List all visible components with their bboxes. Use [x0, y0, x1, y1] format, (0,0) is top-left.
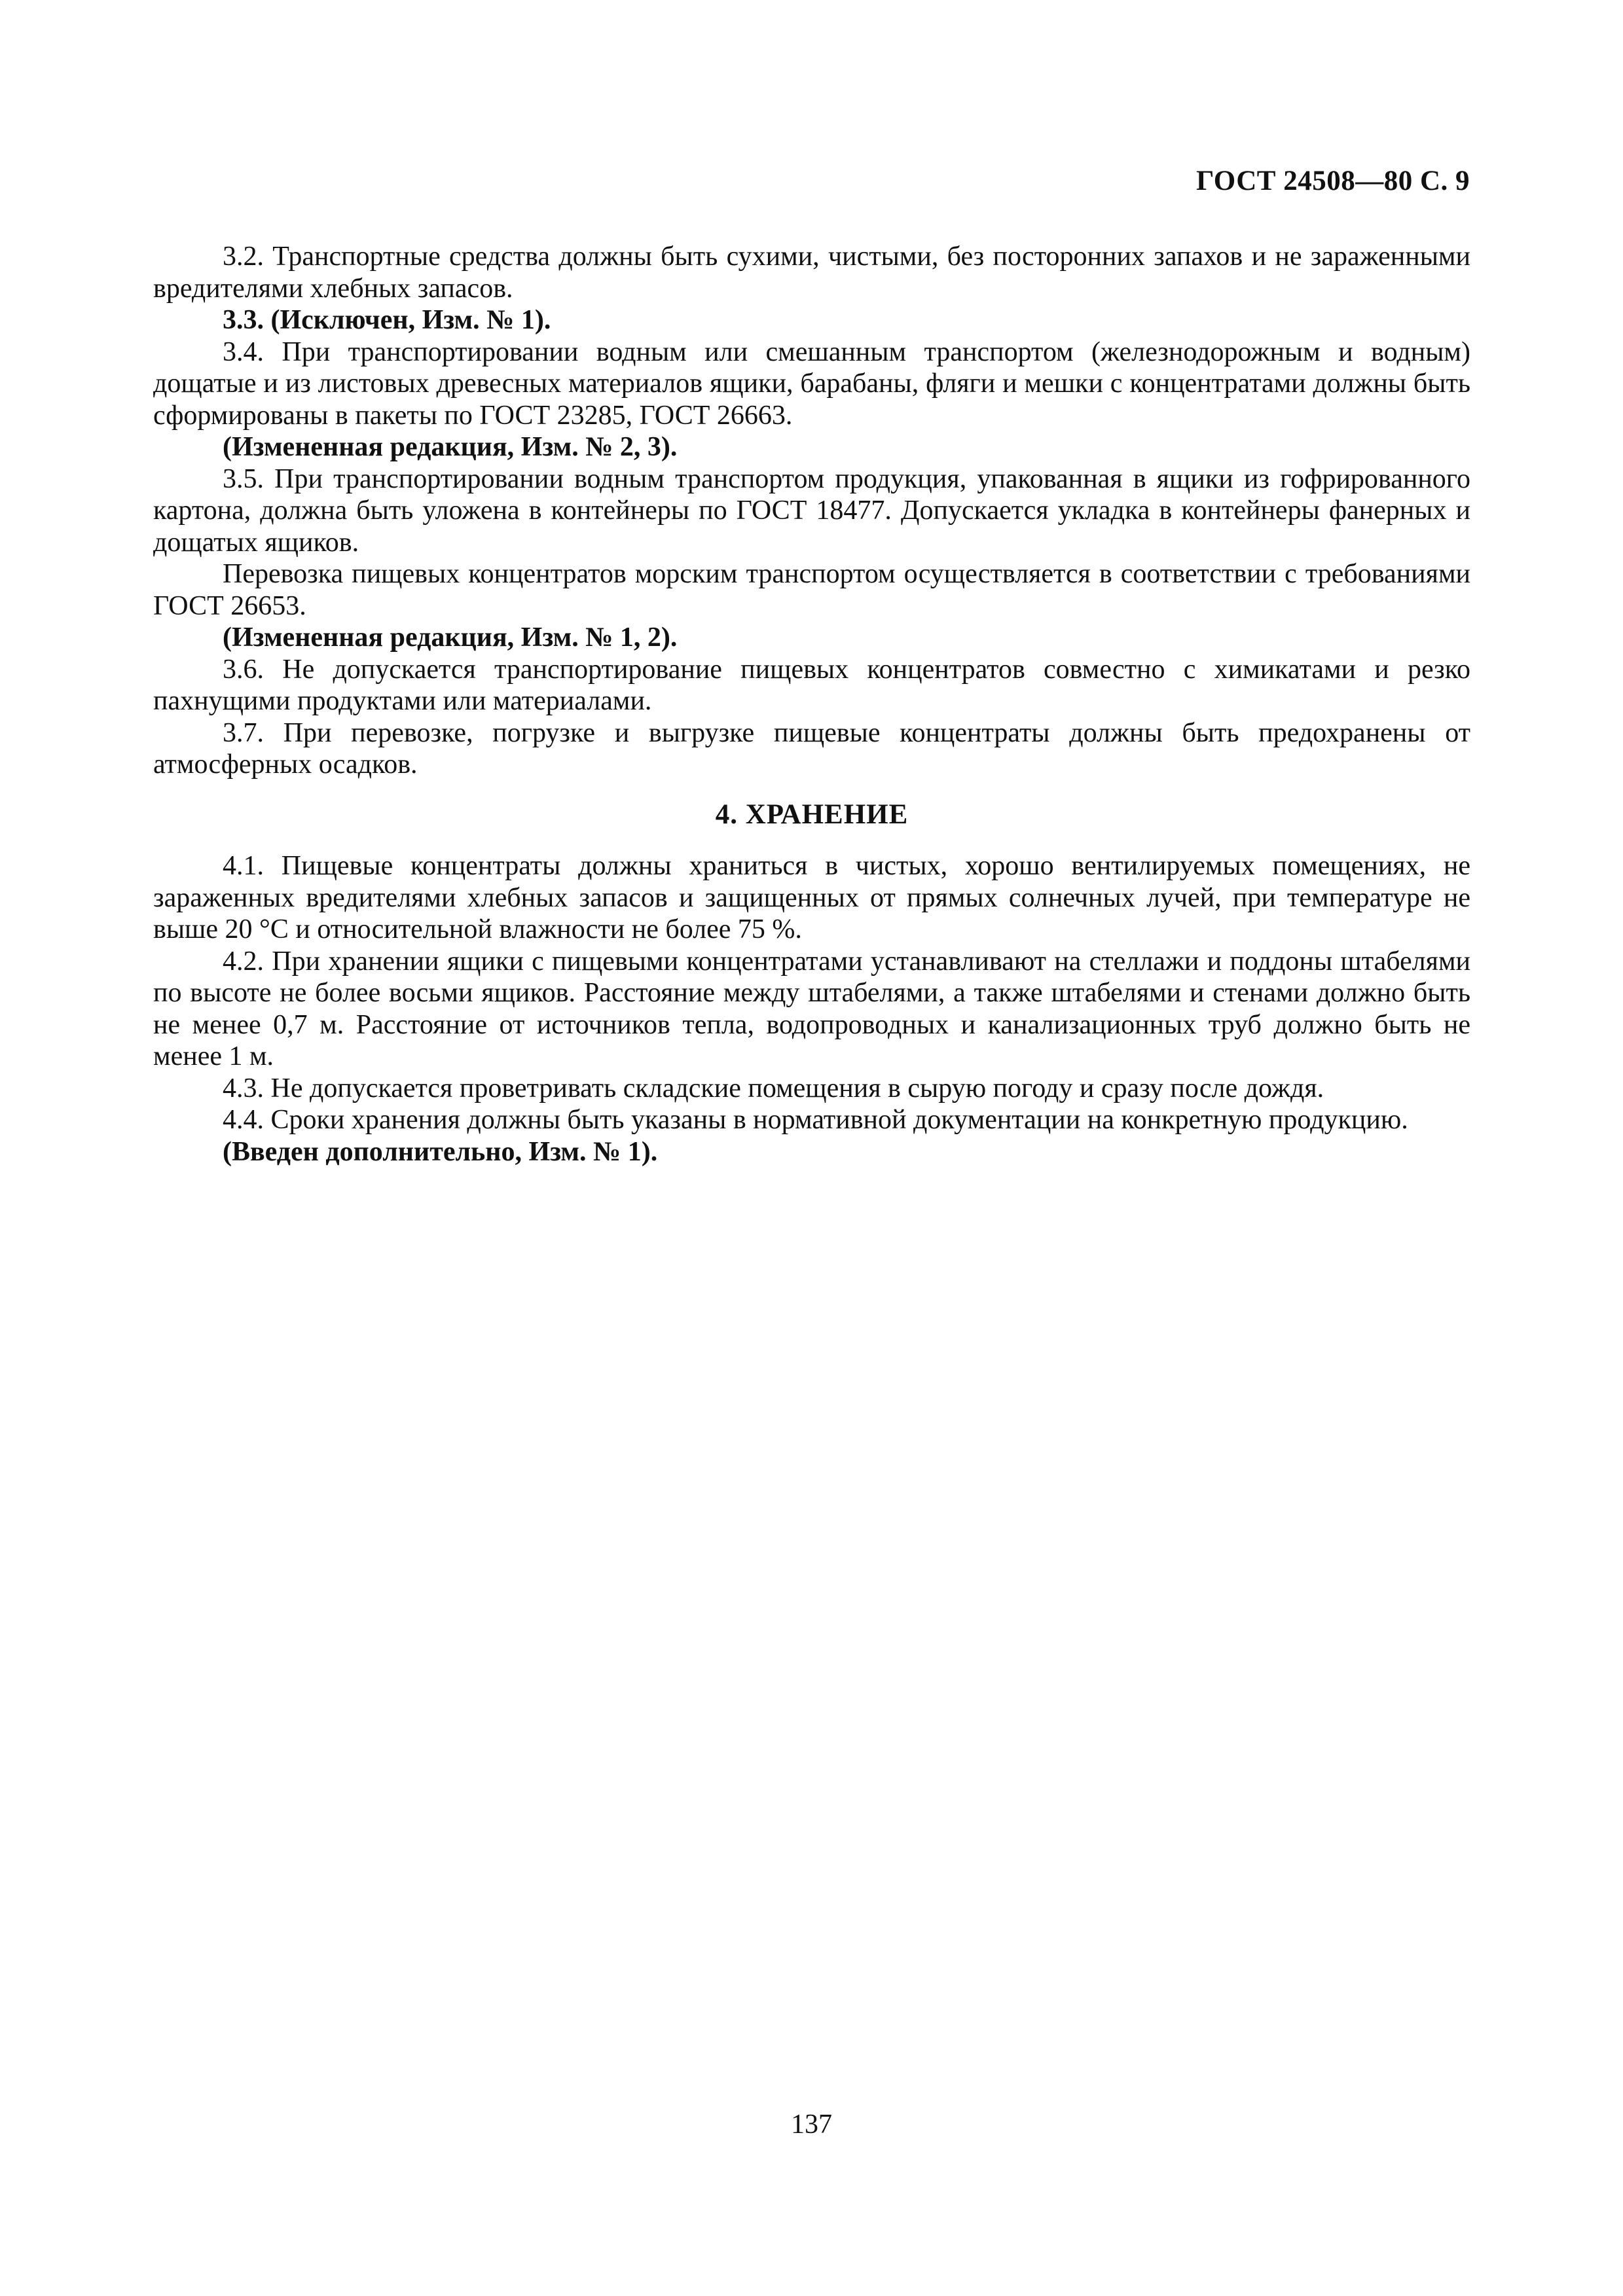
paragraph-3-2: 3.2. Транспортные средства должны быть сухими, чистыми, без посторонних запахов и не зараженными вредителями хлебных запасов.	[153, 242, 1470, 304]
paragraph-4-4: 4.4. Сроки хранения должны быть указаны в нормативной документации на конкретную продукцию.	[223, 1105, 1408, 1135]
paragraph-4-2: 4.2. При хранении ящики с пищевыми концентратами устанавливают на стеллажи и поддоны штабелями по высоте не более восьми ящиков. Расстояние между штабелями, а также штабелями и стенами должно быть не менее 0,7 м. Расстояние от источников тепла, водопроводных и канализационных труб должно быть не менее 1 м.	[153, 946, 1470, 1071]
page-number: 137	[791, 2109, 832, 2140]
amendment-note-3-5: (Измененная редакция, Изм. № 1, 2).	[223, 622, 678, 653]
amendment-note-4-4: (Введен дополнительно, Изм. № 1).	[223, 1136, 658, 1167]
section-title-storage: 4. ХРАНЕНИЕ	[715, 798, 909, 830]
document-body	[153, 241, 1470, 1168]
paragraph-4-3: 4.3. Не допускается проветривать складские помещения в сырую погоду и сразу после дождя.	[223, 1073, 1324, 1103]
amendment-note-3-4: (Измененная редакция, Изм. № 2, 3).	[223, 432, 678, 462]
paragraph-3-4: 3.4. При транспортировании водным или смешанным транспортом (железнодорожным и водным) дощатые и из листовых древесных материалов ящики, барабаны, фляги и мешки с концентратами должны быть сформированы в пакеты по ГОСТ 23285, ГОСТ 26663.	[153, 336, 1470, 431]
paragraph-4-1: 4.1. Пищевые концентраты должны храниться в чистых, хорошо вентилируемых помещениях, не зараженных вредителями хлебных запасов и защищенных от прямых солнечных лучей, при температуре не выше 20 °С и относительной влажности не более 75 %.	[153, 851, 1470, 944]
paragraph-3-5-sea: Перевозка пищевых концентратов морским транспортом осуществляется в соответствии с требованиями ГОСТ 26653.	[153, 559, 1470, 621]
paragraph-3-6: 3.6. Не допускается транспортирование пищевых концентратов совместно с химикатами и резко пахнущими продуктами или материалами.	[153, 654, 1470, 716]
paragraph-3-3: 3.3. (Исключен, Изм. № 1).	[223, 305, 551, 335]
paragraph-3-7: 3.7. При перевозке, погрузке и выгрузке пищевые концентраты должны быть предохранены от атмосферных осадков.	[153, 717, 1470, 780]
paragraph-3-5: 3.5. При транспортировании водным транспортом продукция, упакованная в ящики из гофрированного картона, должна быть уложена в контейнеры по ГОСТ 18477. Допускается укладка в контейнеры фанерных и дощатых ящиков.	[153, 463, 1470, 558]
page-header: ГОСТ 24508—80 С. 9	[1195, 166, 1470, 196]
